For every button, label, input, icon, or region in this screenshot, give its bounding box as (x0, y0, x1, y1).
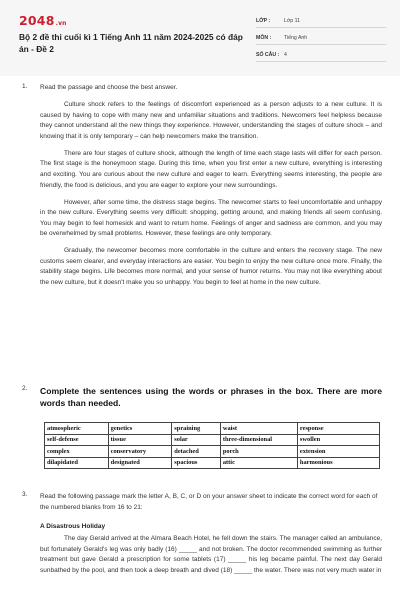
word-cell: designated (108, 457, 172, 469)
question-instruction: Read the following passage mark the letter A, B, C, or D on your answer sheet to indicate the correct word for each of the numbered blanks from 16 to 21: (40, 493, 378, 511)
word-cell: attic (220, 457, 297, 469)
question-1 (22, 83, 382, 289)
passage-paragraph: Gradually, the newcomer becomes more comfortable in the culture and enters the recovery stage. The new customs seem clearer, and everyday interactions are easier. You begin to enjoy the new culture once more. Finally, the stability stage begins. Life becomes more normal, and your sense of humor returns. You may not like everything about the new culture, but it doesn't make you so unhappy. You begin to feel at home in the new culture. (40, 247, 382, 287)
word-cell: conservatory (108, 446, 172, 458)
question-3 (22, 491, 382, 576)
passage-paragraph: There are four stages of culture shock, although the length of time each stage lasts will differ for each person. The first stage is the honeymoon stage. During this time, when you first enter a new culture, everything is interesting and exciting. You are curious about the new culture and eager to learn. Everything seems interesting, the people are friendly, the food is delicious, and you are eager to explore your new surroundings. (40, 149, 382, 189)
word-cell: complex (45, 446, 109, 458)
word-cell: tissue (108, 434, 172, 446)
question-number: 3. (22, 491, 28, 498)
word-cell: genetics (108, 423, 172, 435)
meta-value: Lớp 11 (284, 17, 300, 24)
word-cell: harmonious (297, 457, 379, 469)
word-cell: detached (172, 446, 221, 458)
meta-row-subject (256, 31, 386, 45)
meta-label: LỚP : (256, 17, 271, 24)
passage-paragraph: Culture shock refers to the feelings of discomfort experienced as a person adjusts to a new culture. It is caused by having to cope with many new and unfamiliar situations and traditions. Newcomers feel helpless because they cannot understand all the new things they experience. However, understanding the stages of culture shock – and knowing that it is only temporary – can help newcomers make the transition. (40, 101, 382, 140)
word-cell: spraining (172, 423, 221, 435)
word-cell: three-dimensional (220, 434, 297, 446)
document-title: Bộ 2 đề thi cuối kì 1 Tiếng Anh 11 năm 2024-2025 có đáp án - Đề 2 (19, 32, 243, 54)
word-cell: atmospheric (45, 423, 109, 435)
meta-row-question-count (256, 48, 386, 62)
word-cell: porch (220, 446, 297, 458)
meta-label: MÔN : (256, 34, 272, 41)
word-cell: dilapidated (45, 457, 109, 469)
question-2 (22, 385, 382, 409)
logo-suffix: .vn (55, 20, 67, 27)
word-cell: response (297, 423, 379, 435)
table-row (45, 423, 380, 435)
word-cell: swollen (297, 434, 379, 446)
passage-paragraph: The day Gerald arrived at the Almara Beach Hotel, he fell down the stairs. The manager called an ambulance, but fortunately Gerald's leg was only badly (16) _____ and not broken. The doctor recommended swimming as further treatment but gave Gerald a prescription for some tablets (17) _____ his leg became painful. The next day Gerald sunbathed by the pool, and then took a deep breath and dived (18) _____ the water. There was not very much water in (40, 535, 382, 574)
word-cell: self-defense (45, 434, 109, 446)
passage-paragraph: However, after some time, the distress stage begins. The newcomer starts to feel uncomfortable and unhappy in the new culture. Everything seems very difficult: shopping, getting around, and making friends all seem confusing. You may begin to feel homesick and want to return home. Feelings of anger and sadness are common, and you may be overwhelmed by small problems. However, these feelings are only temporary. (40, 198, 382, 238)
logo-text: 2048 (19, 13, 55, 28)
question-title: Complete the sentences using the words or phrases in the box. There are more words than needed. (40, 386, 382, 408)
word-cell: waist (220, 423, 297, 435)
table-row (45, 446, 380, 458)
site-logo[interactable] (19, 14, 67, 28)
meta-value: Tiếng Anh (284, 34, 308, 41)
document-meta (256, 14, 386, 65)
table-row (45, 457, 380, 469)
passage-title: A Disastrous Holiday (40, 523, 106, 530)
word-box-table (44, 422, 380, 469)
question-number: 1. (22, 83, 28, 90)
table-row (45, 434, 380, 446)
word-cell: spacious (172, 457, 221, 469)
word-cell: extension (297, 446, 379, 458)
question-number: 2. (22, 385, 28, 392)
word-cell: solar (172, 434, 221, 446)
document-header (0, 0, 400, 76)
meta-value: 4 (284, 51, 287, 58)
meta-label: SỐ CÂU : (256, 51, 280, 58)
meta-row-class (256, 14, 386, 28)
question-instruction: Read the passage and choose the best answer. (40, 84, 178, 91)
